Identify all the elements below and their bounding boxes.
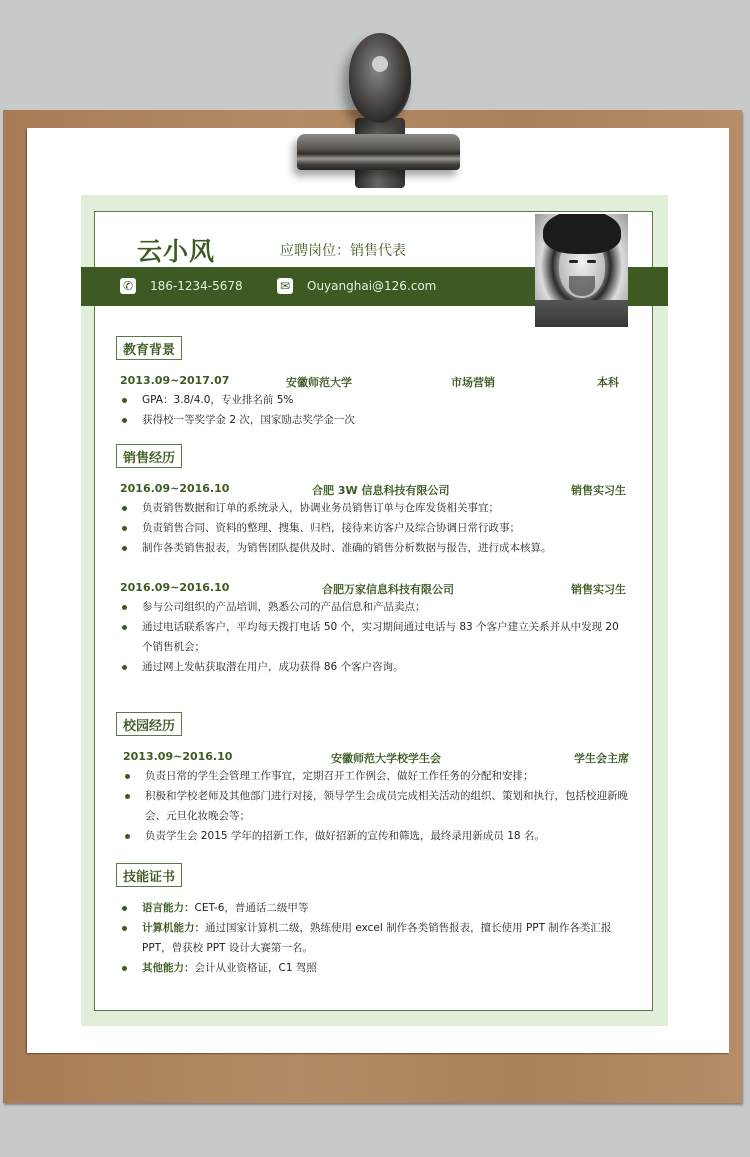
campus-role: 学生会主席: [574, 752, 629, 765]
envelope-icon: ✉: [277, 278, 293, 294]
sales-company: 合肥 3W 信息科技有限公司: [312, 484, 450, 497]
binder-clip-bar: [297, 134, 460, 170]
sales-role: 销售实习生: [571, 583, 626, 596]
sales-row-1: [120, 482, 626, 497]
email-address: Ouyanghai@126.com: [307, 279, 437, 293]
section-title-skills: 技能证书: [116, 863, 182, 887]
edu-degree: 本科: [597, 376, 619, 389]
portrait-photo: [535, 214, 628, 327]
binder-clip-ring: [349, 33, 411, 123]
list-item: 负责销售数据和订单的系统录入，协调业务员销售订单与仓库发货相关事宜；: [120, 498, 630, 518]
list-item: GPA：3.8/4.0，专业排名前 5%: [120, 390, 630, 410]
applied-position: 应聘岗位：销售代表: [280, 243, 406, 259]
phone-number: 186-1234-5678: [150, 279, 243, 293]
skill-label: 语言能力: [142, 902, 184, 914]
edu-date: 2013.09~2017.07: [120, 374, 230, 387]
candidate-name: 云小风: [137, 237, 216, 266]
list-item: 获得校一等奖学金 2 次，国家励志奖学金一次: [120, 410, 630, 430]
sales-role: 销售实习生: [571, 484, 626, 497]
campus-bullets: [123, 766, 633, 846]
phone-contact: [120, 278, 243, 294]
edu-school: 安徽师范大学: [286, 376, 352, 389]
skill-label: 其他能力: [142, 962, 184, 974]
binder-clip-hole: [372, 56, 388, 72]
sales-bullets-2: [120, 597, 630, 677]
skills-list: [120, 898, 630, 978]
skill-text: 会计从业资格证，C1 驾照: [194, 962, 317, 974]
skill-text: CET-6，普通话二级甲等: [194, 902, 309, 914]
sales-date: 2016.09~2016.10: [120, 581, 230, 594]
list-item: 负责销售合同、资料的整理、搜集、归档，接待来访客户及综合协调日常行政事；: [120, 518, 630, 538]
sales-row-2: [120, 581, 626, 596]
email-contact: [277, 278, 436, 294]
phone-icon: ✆: [120, 278, 136, 294]
sales-date: 2016.09~2016.10: [120, 482, 230, 495]
education-bullets: [120, 390, 630, 430]
list-item: 制作各类销售报表，为销售团队提供及时、准确的销售分析数据与报告，进行成本核算。: [120, 538, 630, 558]
list-item: 其他能力：会计从业资格证，C1 驾照: [120, 958, 630, 978]
section-title-sales: 销售经历: [116, 444, 182, 468]
list-item: 参与公司组织的产品培训，熟悉公司的产品信息和产品卖点；: [120, 597, 630, 617]
list-item: 积极和学校老师及其他部门进行对接，领导学生会成员完成相关活动的组织、策划和执行，包括校迎新晚会、元旦化妆晚会等；: [123, 786, 633, 826]
list-item: 通过电话联系客户，平均每天拨打电话 50 个，实习期间通过电话与 83 个客户建立关系并从中发现 20 个销售机会；: [120, 617, 630, 657]
section-title-education: 教育背景: [116, 336, 182, 360]
list-item: 通过网上发帖获取潜在用户，成功获得 86 个客户咨询。: [120, 657, 630, 677]
skill-text: 通过国家计算机二级，熟练使用 excel 制作各类销售报表，擅长使用 PPT 制作各类汇报 PPT，曾获校 PPT 设计大赛第一名。: [142, 922, 612, 954]
sales-company: 合肥万家信息科技有限公司: [322, 583, 454, 596]
edu-major: 市场营销: [451, 376, 495, 389]
education-row: [120, 374, 620, 388]
list-item: 负责学生会 2015 学年的招新工作，做好招新的宣传和筛选，最终录用新成员 18 名。: [123, 826, 633, 846]
skill-label: 计算机能力: [142, 922, 195, 934]
list-item: 语言能力：CET-6，普通话二级甲等: [120, 898, 630, 918]
section-title-campus: 校园经历: [116, 712, 182, 736]
campus-row: [123, 750, 629, 765]
campus-org: 安徽师范大学校学生会: [331, 752, 441, 765]
list-item: 负责日常的学生会管理工作事宜，定期召开工作例会，做好工作任务的分配和安排；: [123, 766, 633, 786]
sales-bullets-1: [120, 498, 630, 558]
list-item: 计算机能力：通过国家计算机二级，熟练使用 excel 制作各类销售报表，擅长使用 PPT 制作各类汇报 PPT，曾获校 PPT 设计大赛第一名。: [120, 918, 630, 958]
campus-date: 2013.09~2016.10: [123, 750, 233, 763]
